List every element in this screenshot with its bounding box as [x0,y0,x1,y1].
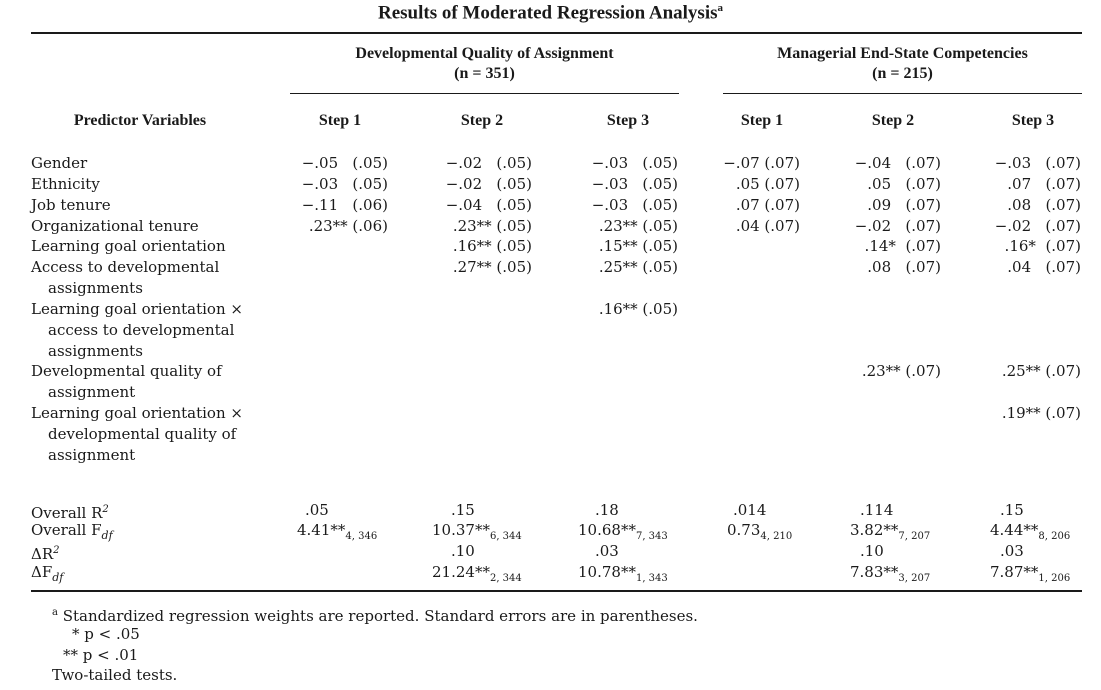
stat-delta-r2: .03 [1000,542,1024,560]
stat-overall-f: $0.73_{4, 210}$ [727,521,793,542]
predictor-label-org-tenure: Organizational tenure [31,217,199,235]
coef-cell: .05 (.07) [867,175,941,193]
stat-label-delta-r2: $\Delta R^2$ [31,545,60,563]
stat-delta-f: $21.24**_{2, 344}$ [432,563,522,584]
coef-cell: −.03 (.05) [591,154,678,172]
bottom-rule [31,590,1082,592]
stat-delta-r2: .10 [860,542,884,560]
predictor-label-ethnicity: Ethnicity [31,175,100,193]
coef-cell: −.11 (.06) [301,196,388,214]
step-header: Step 3 [1011,112,1055,129]
coef-cell: −.02 (.07) [994,217,1081,235]
coef-cell: −.03 (.07) [994,154,1081,172]
predictor-label-learning-goal: Learning goal orientation [31,237,226,255]
coef-cell: .04 (.07) [735,217,800,235]
stat-overall-f: $3.82**_{7, 207}$ [850,521,931,542]
top-rule [31,32,1082,34]
coef-cell: .16* (.07) [1004,237,1081,255]
stat-overall-f: $4.41**_{4, 346}$ [297,521,378,542]
group-header-left: Developmental Quality of Assignment (n = 351) [290,44,679,84]
coef-cell: .23** (.06) [308,217,388,235]
coef-cell: .07 (.07) [735,196,800,214]
step-header: Step 1 [318,112,362,129]
predictor-label-access: Access to developmental assignments [31,258,220,297]
stat-overall-f: $4.44**_{8, 206}$ [990,521,1071,542]
coef-cell: .14* (.07) [864,237,941,255]
coef-cell: .25** (.05) [598,258,678,276]
stat-overall-r2: .114 [860,501,894,519]
coef-cell: .25** (.07) [1001,362,1081,380]
group-rule-left [290,93,679,94]
coef-cell: .23** (.05) [598,217,678,235]
group-header-right: Managerial End-State Competencies (n = 215) [723,44,1082,84]
coef-cell: .16** (.05) [598,300,678,318]
coef-cell: .09 (.07) [867,196,941,214]
title-note-mark: a [717,2,724,14]
table-title: Results of Moderated Regression Analysis$^a$ [377,2,724,24]
coef-cell: .19** (.07) [1001,404,1081,422]
predictor-header: Predictor Variables [73,112,207,129]
stat-overall-r2: .014 [733,501,767,519]
coef-cell: −.04 (.07) [854,154,941,172]
coef-cell: −.03 (.05) [591,175,678,193]
coef-cell: .16** (.05) [452,237,532,255]
coef-cell: .15** (.05) [598,237,678,255]
coef-cell: .07 (.07) [1007,175,1081,193]
stat-overall-f: $10.37**_{6, 344}$ [432,521,522,542]
stat-label-delta-f: $\Delta F_{df}$ [31,563,64,584]
coef-cell: −.05 (.05) [301,154,388,172]
stat-delta-f: $10.78**_{1, 343}$ [578,563,668,584]
note-p01: ** p < .01 [63,646,139,664]
note-p05: * p < .05 [72,625,140,643]
coef-cell: −.04 (.05) [445,196,532,214]
coef-cell: −.03 (.05) [301,175,388,193]
stat-overall-f: $10.68**_{7, 343}$ [578,521,668,542]
predictor-label-lgo-x-quality: Learning goal orientation × developmental quality of assignment [31,404,243,464]
predictor-label-job-tenure: Job tenure [31,196,111,214]
predictor-label-gender: Gender [31,154,88,172]
stat-label-overall-r2: Overall $R^2$ [31,504,109,522]
group-rule-right [723,93,1082,94]
coef-cell: −.07 (.07) [723,154,800,172]
stat-delta-r2: .03 [595,542,619,560]
coef-cell: −.03 (.05) [591,196,678,214]
step-header: Step 2 [871,112,915,129]
stat-overall-r2: .05 [305,501,329,519]
step-header: Step 1 [740,112,784,129]
stat-overall-r2: .15 [1000,501,1024,519]
step-header: Step 3 [606,112,650,129]
stat-delta-r2: .10 [451,542,475,560]
coef-cell: .23** (.05) [452,217,532,235]
stat-overall-r2: .15 [451,501,475,519]
coef-cell: −.02 (.05) [445,175,532,193]
coef-cell: .08 (.07) [867,258,941,276]
coef-cell: .04 (.07) [1007,258,1081,276]
note-standardized: $^a$ Standardized regression weights are reported. Standard errors are in parentheses. [52,607,698,625]
predictor-label-lgo-x-access: Learning goal orientation × access to developmental assignments [31,300,243,360]
group-n-right: (n = 215) [872,65,933,82]
predictor-label-dev-quality: Developmental quality of assignment [31,362,222,401]
step-header: Step 2 [460,112,504,129]
note-two-tailed: Two-tailed tests. [52,666,178,684]
coef-cell: .23** (.07) [861,362,941,380]
stat-label-overall-f: Overall $F_{df}$ [31,521,113,542]
coef-cell: −.02 (.05) [445,154,532,172]
coef-cell: .08 (.07) [1007,196,1081,214]
coef-cell: .27** (.05) [452,258,532,276]
coef-cell: −.02 (.07) [854,217,941,235]
coef-cell: .05 (.07) [735,175,800,193]
group-n-left: (n = 351) [454,65,515,82]
stat-delta-f: $7.87**_{1, 206}$ [990,563,1071,584]
stat-overall-r2: .18 [595,501,619,519]
stat-delta-f: $7.83**_{3, 207}$ [850,563,931,584]
